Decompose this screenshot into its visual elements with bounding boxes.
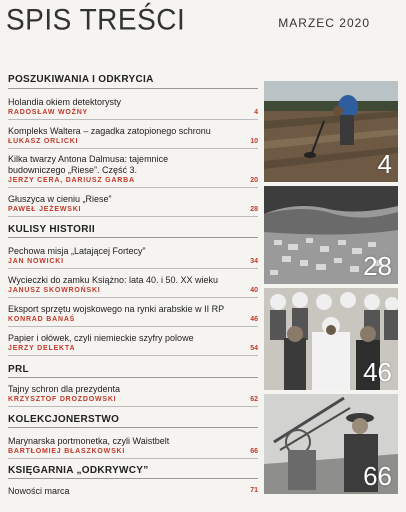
entry-author: ŁUKASZ ORLICKI <box>8 138 79 145</box>
section-divider <box>8 237 258 238</box>
entry-author: PAWEŁ JEŻEWSKI <box>8 206 82 213</box>
entry-page: 10 <box>250 138 258 145</box>
toc-entry[interactable] <box>8 154 258 186</box>
entry-divider <box>8 297 258 298</box>
section-heading: PRL <box>8 364 29 375</box>
entry-title: Kompleks Waltera – zagadka zatopionego schronu <box>8 126 211 136</box>
entry-title: Holandia okiem detektorysty <box>8 97 122 107</box>
toc-entry[interactable] <box>8 486 258 496</box>
entry-page: 54 <box>250 345 258 352</box>
entry-author: JERZY CERA, DARIUSZ GARBA <box>8 177 135 184</box>
section-heading: KULISY HISTORII <box>8 224 95 235</box>
toc-entry[interactable] <box>8 436 258 457</box>
entry-page: 4 <box>254 109 258 116</box>
section-heading: KSIĘGARNIA „ODKRYWCY” <box>8 465 149 476</box>
article-photo[interactable] <box>264 186 398 284</box>
entry-title: Głuszyca w cieniu „Riese” <box>8 194 112 204</box>
page-number-badge: 4 <box>377 149 392 179</box>
page-number-badge: 46 <box>363 357 392 387</box>
page-number-badge: 28 <box>363 251 392 281</box>
toc-entry[interactable] <box>8 194 258 215</box>
entry-divider <box>8 458 258 459</box>
toc-entry[interactable] <box>8 97 258 118</box>
entry-author: BARTŁOMIEJ BŁASZKOWSKI <box>8 448 126 455</box>
section-heading: POSZUKIWANIA I ODKRYCIA <box>8 74 154 85</box>
entry-page: 46 <box>250 316 258 323</box>
page-number-badge: 66 <box>363 461 392 491</box>
entry-author: JERZY DELEKTA <box>8 345 76 352</box>
section-divider <box>8 88 258 89</box>
entry-divider <box>8 187 258 188</box>
entry-title: Tajny schron dla prezydenta <box>8 384 121 394</box>
section-divider <box>8 377 258 378</box>
toc-entry[interactable] <box>8 275 258 296</box>
entry-page: 66 <box>250 448 258 455</box>
toc-entry[interactable] <box>8 384 258 405</box>
entry-author: JANUSZ SKOWROŃSKI <box>8 287 101 294</box>
entry-title: Pechowa misja „Latającej Fortecy” <box>8 246 146 256</box>
entry-title: Kilka twarzy Antona Dalmusa: tajemnice budowniczego „Riese”. Część 3. <box>8 154 169 175</box>
entry-title: Wycieczki do zamku Książno: lata 40. i 50. XX wieku <box>8 275 219 285</box>
entry-author: JAN NOWICKI <box>8 258 64 265</box>
entry-title: Marynarska portmonetka, czyli Waistbelt <box>8 436 170 446</box>
entry-divider <box>8 326 258 327</box>
toc-entry[interactable] <box>8 333 258 354</box>
toc-entry[interactable] <box>8 304 258 325</box>
entry-page: 34 <box>250 258 258 265</box>
section-divider <box>8 427 258 428</box>
entry-author: KONRAD BANAŚ <box>8 316 76 323</box>
toc-entry[interactable] <box>8 126 258 147</box>
entry-title: Nowości marca <box>8 486 70 496</box>
toc-entry[interactable] <box>8 246 258 267</box>
entry-divider <box>8 216 258 217</box>
entry-page: 40 <box>250 287 258 294</box>
article-photo[interactable] <box>264 81 398 182</box>
issue-date: MARZEC 2020 <box>278 16 370 30</box>
entry-title: Papier i ołówek, czyli niemieckie szyfry polowe <box>8 333 194 343</box>
article-photo[interactable] <box>264 288 398 390</box>
entry-page: 28 <box>250 206 258 213</box>
entry-divider <box>8 148 258 149</box>
entry-divider <box>8 406 258 407</box>
entry-divider <box>8 355 258 356</box>
entry-page: 62 <box>250 396 258 403</box>
entry-author: RADOSŁAW WOŹNY <box>8 109 89 116</box>
entry-divider <box>8 268 258 269</box>
entry-page: 20 <box>250 177 258 184</box>
section-heading: KOLEKCJONERSTWO <box>8 414 120 425</box>
entry-page: 71 <box>250 487 258 494</box>
entry-divider <box>8 119 258 120</box>
entry-author: KRZYSZTOF DROZDOWSKI <box>8 396 117 403</box>
section-divider <box>8 478 258 479</box>
entry-title: Eksport sprzętu wojskowego na rynki arabskie w II RP <box>8 304 225 314</box>
page-title: SPIS TREŚCI <box>6 3 186 36</box>
article-photo[interactable] <box>264 394 398 494</box>
